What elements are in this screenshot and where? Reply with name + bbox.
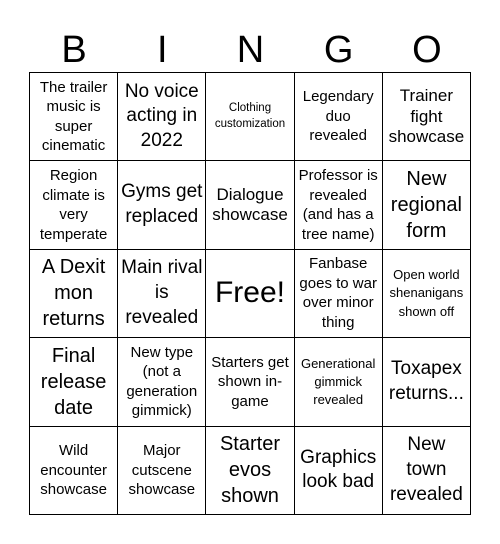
bingo-cell[interactable] [383,427,471,515]
bingo-cell[interactable] [295,250,383,338]
bingo-cell-text: New town revealed [389,434,463,505]
header-letter-n: N [236,29,265,71]
bingo-cell-text: Starter evos shown [219,433,280,508]
bingo-card-grid [29,72,471,515]
bingo-cell[interactable] [118,338,206,426]
bingo-free-cell[interactable] [206,250,294,338]
bingo-cell-text: Toxapex returns... [388,358,464,404]
bingo-cell[interactable] [118,250,206,338]
header-letter-g: G [323,29,354,71]
bingo-cell[interactable] [206,161,294,249]
bingo-cell-text: Dialogue showcase [212,184,288,225]
bingo-cell[interactable] [295,161,383,249]
bingo-header [30,28,471,72]
bingo-cell-text: Region climate is very temperate [39,167,108,243]
bingo-cell-text: Clothing customization [214,102,286,130]
bingo-cell-text: Starters get shown in-game [211,353,289,410]
bingo-cell-text: Professor is revealed (and has a tree name) [298,167,378,243]
bingo-cell-text: New type (not a generation gimmick) [126,343,198,420]
bingo-cell-text: Generational gimmick revealed [300,355,376,407]
bingo-cell[interactable] [30,427,118,515]
bingo-cell[interactable] [383,250,471,338]
bingo-cell[interactable] [383,161,471,249]
bingo-cell[interactable] [383,73,471,161]
bingo-cell[interactable] [30,250,118,338]
bingo-cell-text: Fanbase goes to war over minor thing [299,255,377,331]
bingo-cell[interactable] [295,338,383,426]
bingo-cell-text: Main rival is revealed [121,257,203,328]
bingo-cell-text: No voice acting in 2022 [124,80,199,152]
bingo-cell-text: Legendary duo revealed [302,88,374,145]
bingo-cell-text: Wild encounter showcase [40,442,107,499]
bingo-cell[interactable] [295,427,383,515]
bingo-cell[interactable] [118,161,206,249]
header-letter-o: O [412,29,442,71]
bingo-cell[interactable] [206,427,294,515]
bingo-cell[interactable] [118,73,206,161]
bingo-cell[interactable] [206,338,294,426]
bingo-cell-text: Major cutscene showcase [128,442,196,499]
bingo-cell-text: Gyms get replaced [121,181,203,228]
bingo-cell-text: Graphics look bad [300,446,377,493]
bingo-cell-text: Open world shenanigans shown off [389,267,464,319]
bingo-cell-text: A Dexit mon returns [41,256,106,331]
bingo-cell-text: Final release date [40,344,107,419]
header-letter-i: I [157,29,168,71]
bingo-cell[interactable] [383,338,471,426]
bingo-cell-text: New regional form [390,168,462,243]
bingo-cell[interactable] [118,427,206,515]
bingo-cell[interactable] [30,161,118,249]
header-letter-b: B [61,29,87,71]
bingo-free-text: Free! [214,276,285,310]
bingo-cell[interactable] [206,73,294,161]
bingo-cell-text: The trailer music is super cinematic [39,78,108,155]
bingo-cell[interactable] [30,73,118,161]
bingo-cell[interactable] [295,73,383,161]
bingo-cell-text: Trainer fight showcase [388,86,465,146]
bingo-cell[interactable] [30,338,118,426]
